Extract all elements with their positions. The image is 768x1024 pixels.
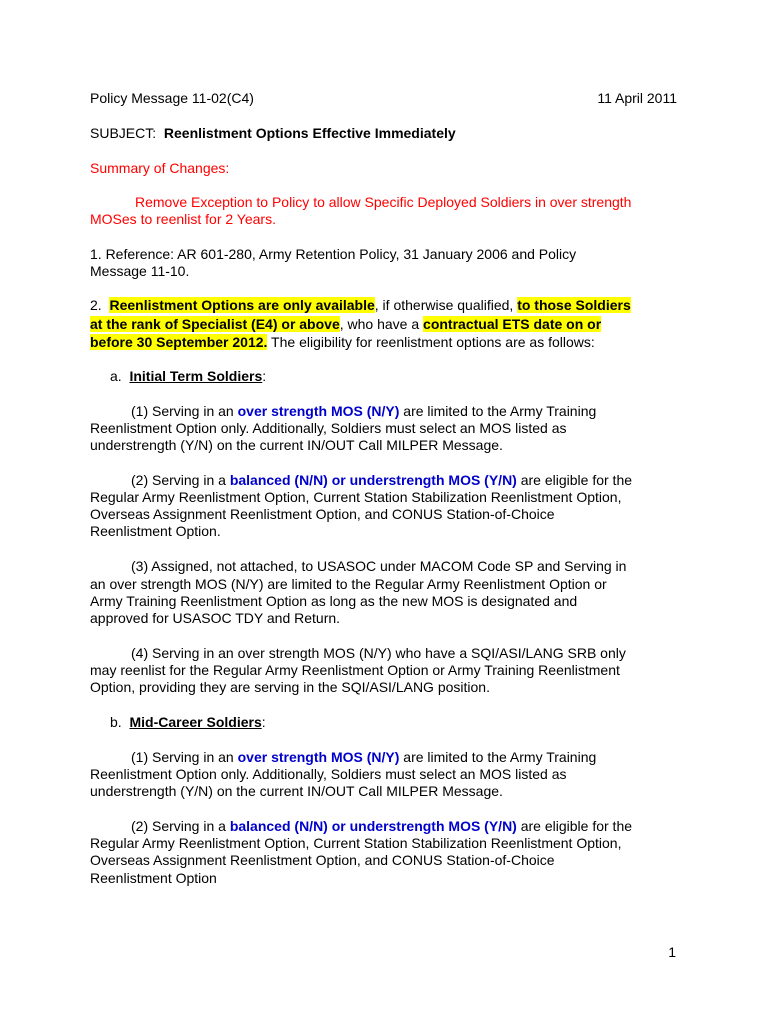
a3-line-3: Army Training Reenlistment Option as long as the new MOS is designated and	[90, 593, 578, 609]
section-b-title: Mid-Career Soldiers	[129, 714, 262, 730]
a3-line-2: an over strength MOS (N/Y) are limited to the Regular Army Reenlistment Option or	[90, 576, 607, 592]
a1-line-3: understrength (Y/N) on the current IN/OUT Call MILPER Message.	[90, 437, 503, 453]
reference-line-1: 1. Reference: AR 601-280, Army Retention Policy, 31 January 2006 and Policy	[90, 246, 577, 262]
a1-post: are limited to the Army Training	[399, 403, 597, 419]
b2-line-4: Reenlistment Option	[90, 870, 217, 886]
b2-line-3: Overseas Assignment Reenlistment Option, and CONUS Station-of-Choice	[90, 852, 555, 868]
para2-text-1: , if otherwise qualified,	[374, 297, 518, 313]
a2-pre: (2) Serving in a	[131, 472, 230, 488]
a1-line-1	[131, 403, 596, 420]
b1-line-2: Reenlistment Option only. Additionally, Soldiers must select an MOS listed as	[90, 766, 567, 782]
section-b-prefix: b.	[110, 714, 122, 730]
page-number: 1	[668, 944, 676, 960]
a4-line-3: Option, providing they are serving in the SQI/ASI/LANG position.	[90, 679, 490, 695]
subject-line	[90, 125, 456, 142]
para2-highlight-2a: to those Soldiers	[517, 297, 631, 313]
a1-pre: (1) Serving in an	[131, 403, 238, 419]
document-date: 11 April 2011	[597, 90, 677, 106]
a3-line-4: approved for USASOC TDY and Return.	[90, 610, 341, 626]
para2-line-2	[90, 316, 601, 333]
para2-line-1	[90, 297, 631, 314]
summary-heading: Summary of Changes:	[90, 160, 230, 176]
b2-line-1	[131, 818, 632, 835]
b2-post: are eligible for the	[516, 818, 633, 834]
para2-highlight-3b: before 30 September 2012.	[90, 334, 268, 350]
b1-post: are limited to the Army Training	[399, 749, 597, 765]
subject-label: SUBJECT:	[90, 125, 157, 141]
b2-line-2: Regular Army Reenlistment Option, Current Station Stabilization Reenlistment Option,	[90, 835, 622, 851]
a2-post: are eligible for the	[516, 472, 633, 488]
b1-emphasis: over strength MOS (N/Y)	[237, 749, 400, 765]
summary-line-2: MOSes to reenlist for 2 Years.	[90, 211, 276, 227]
para2-highlight-2b: at the rank of Specialist (E4) or above	[90, 316, 340, 332]
summary-line-1: Remove Exception to Policy to allow Specific Deployed Soldiers in over strength	[135, 194, 632, 210]
subject-title: Reenlistment Options Effective Immediately	[163, 125, 456, 141]
policy-number: Policy Message 11-02(C4)	[90, 90, 254, 106]
b2-pre: (2) Serving in a	[131, 818, 230, 834]
section-a-heading	[110, 368, 266, 385]
para2-text-3: The eligibility for reenlistment options are as follows:	[267, 334, 595, 350]
a3-line-1: (3) Assigned, not attached, to USASOC under MACOM Code SP and Serving in	[131, 558, 627, 574]
a1-emphasis: over strength MOS (N/Y)	[237, 403, 400, 419]
b1-pre: (1) Serving in an	[131, 749, 238, 765]
para2-number: 2.	[90, 297, 102, 313]
b2-emphasis: balanced (N/N) or understrength MOS (Y/N)	[229, 818, 517, 834]
section-b-suffix: :	[261, 714, 266, 730]
a2-line-3: Overseas Assignment Reenlistment Option, and CONUS Station-of-Choice	[90, 506, 555, 522]
section-a-prefix: a.	[110, 368, 122, 384]
para2-text-2: , who have a	[339, 316, 424, 332]
a2-line-2: Regular Army Reenlistment Option, Current Station Stabilization Reenlistment Option,	[90, 489, 622, 505]
b1-line-1	[131, 749, 596, 766]
section-a-title: Initial Term Soldiers	[129, 368, 263, 384]
para2-line-3	[90, 334, 595, 351]
section-b-heading	[110, 714, 266, 731]
a4-line-2: may reenlist for the Regular Army Reenlistment Option or Army Training Reenlistment	[90, 662, 620, 678]
a2-emphasis: balanced (N/N) or understrength MOS (Y/N)	[229, 472, 517, 488]
b1-line-3: understrength (Y/N) on the current IN/OUT Call MILPER Message.	[90, 783, 503, 799]
a2-line-4: Reenlistment Option.	[90, 523, 221, 539]
section-a-suffix: :	[262, 368, 267, 384]
para2-highlight-3a: contractual ETS date on or	[423, 316, 602, 332]
para2-highlight-1: Reenlistment Options are only available	[109, 297, 375, 313]
a4-line-1: (4) Serving in an over strength MOS (N/Y) who have a SQI/ASI/LANG SRB only	[131, 645, 626, 661]
a1-line-2: Reenlistment Option only. Additionally, Soldiers must select an MOS listed as	[90, 420, 567, 436]
reference-line-2: Message 11-10.	[90, 263, 190, 279]
a2-line-1	[131, 472, 632, 489]
